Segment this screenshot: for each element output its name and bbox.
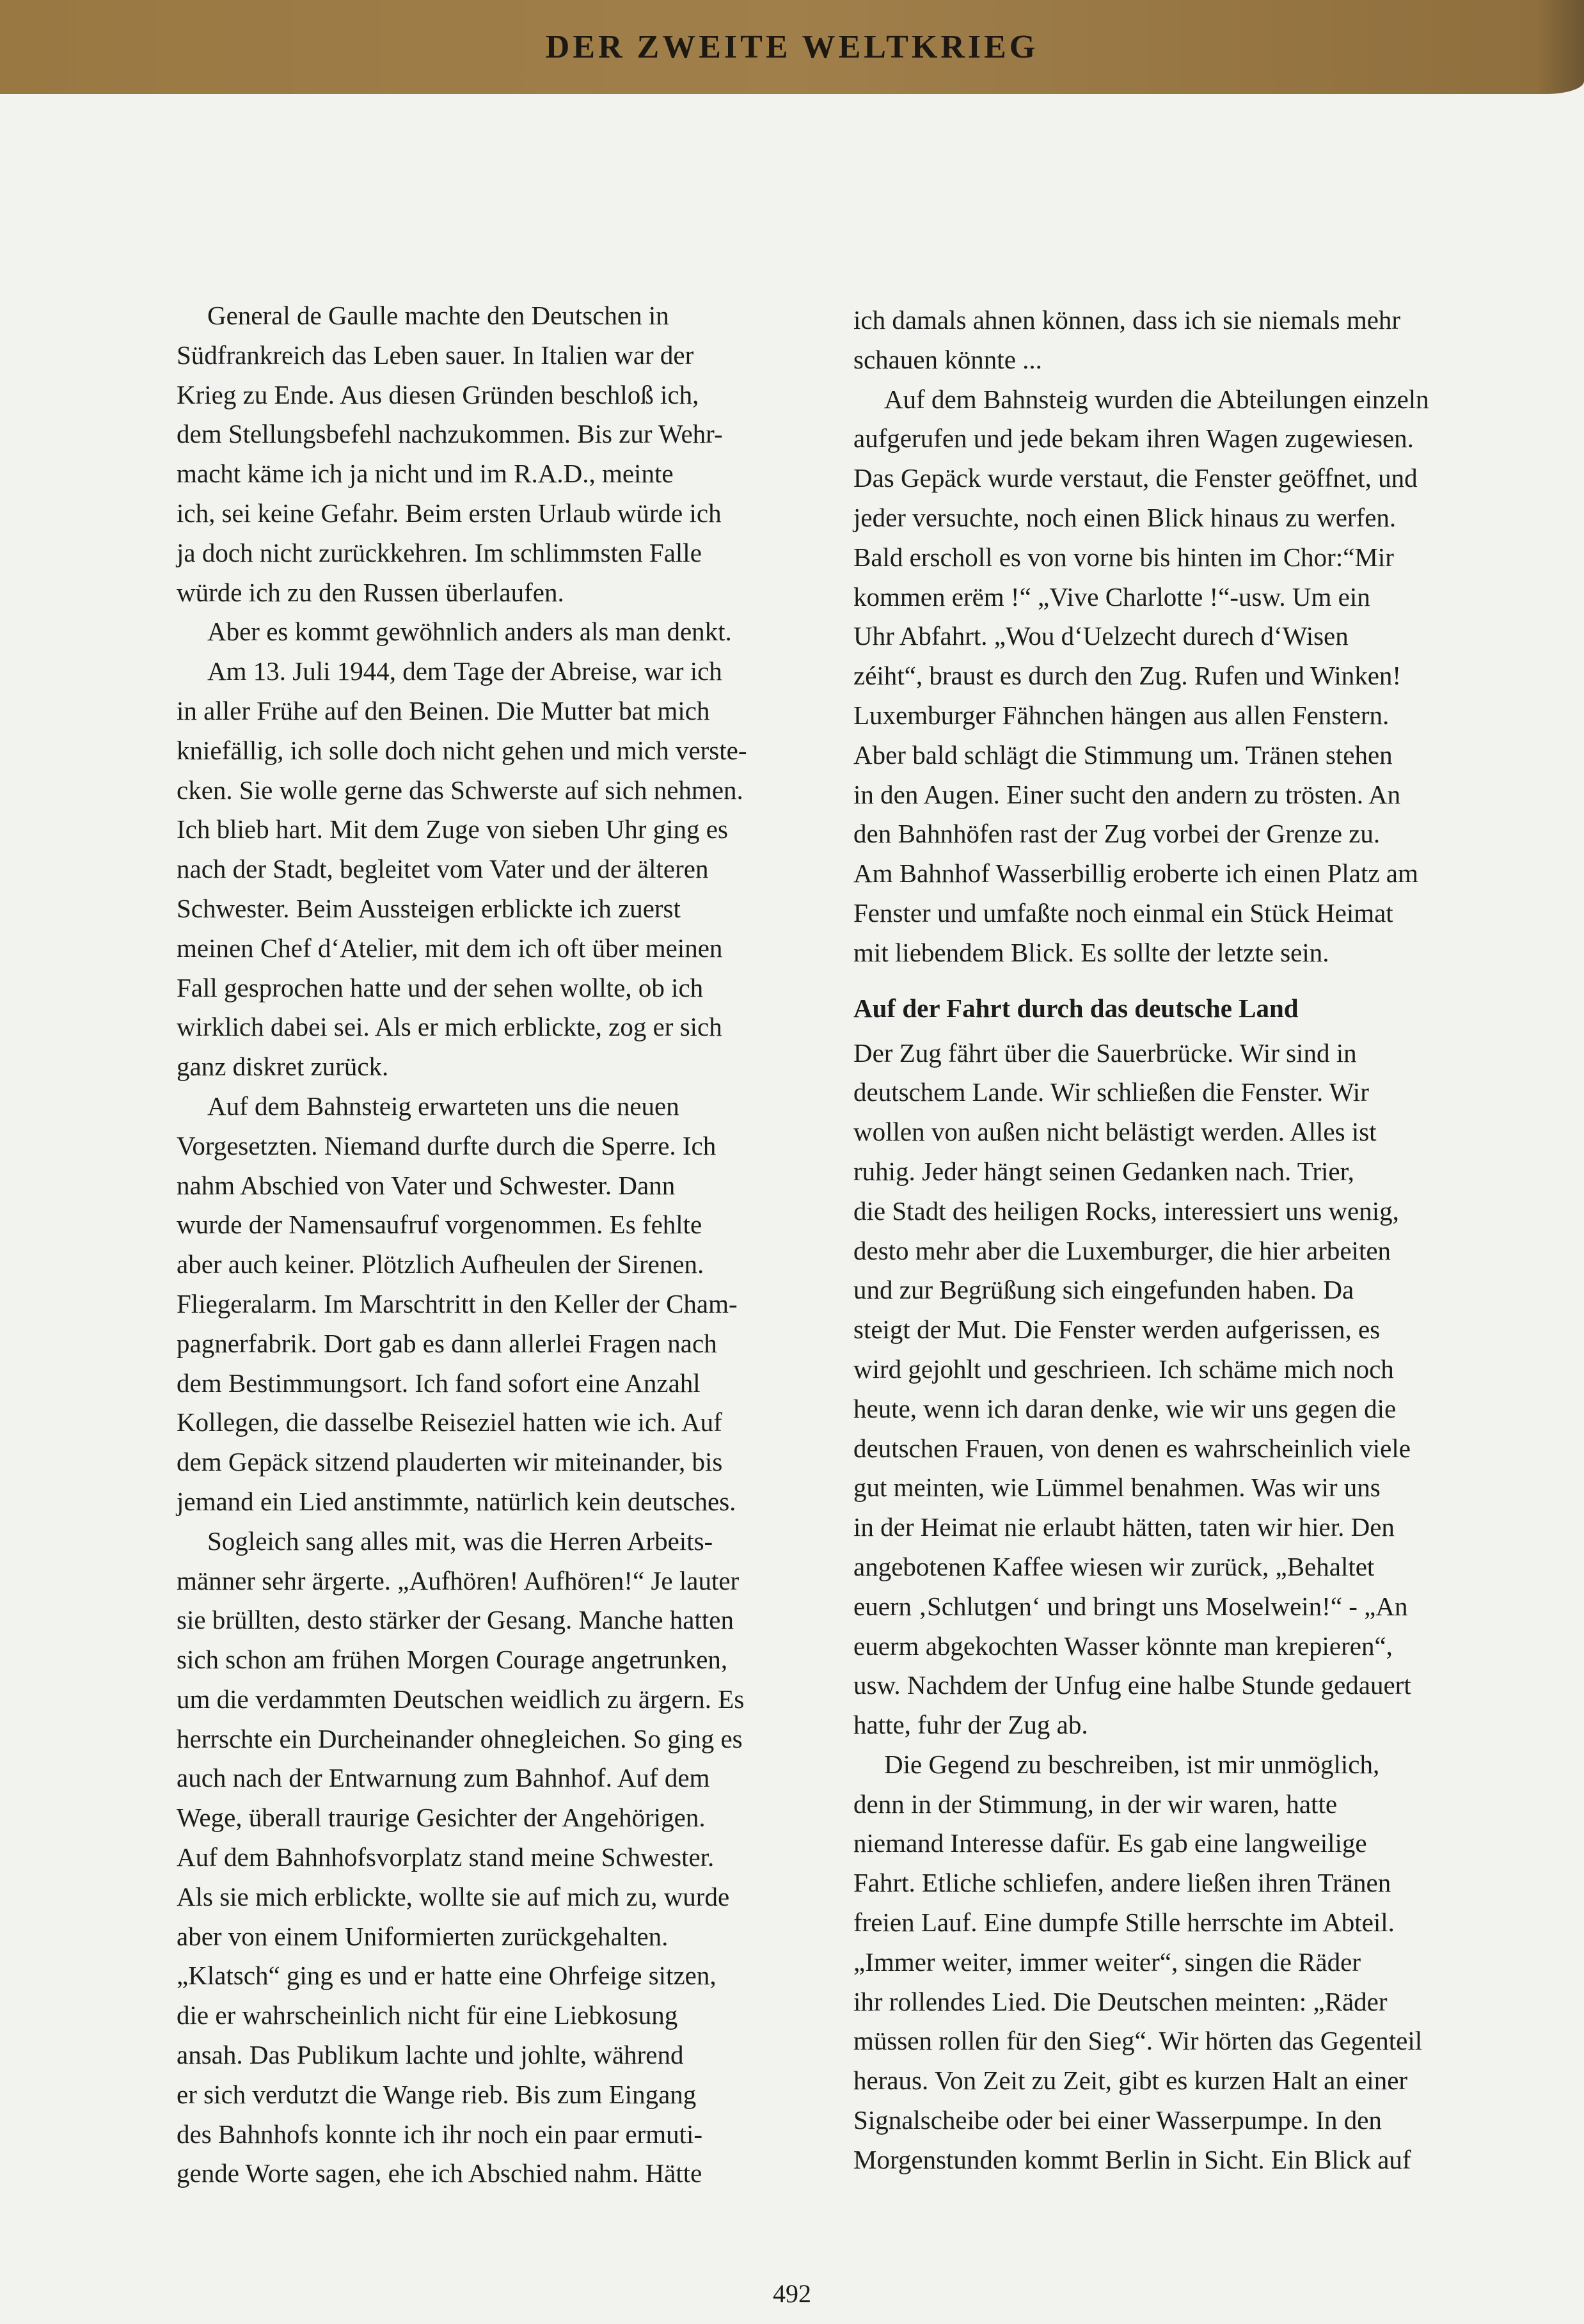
text-line: gende Worte sagen, ehe ich Abschied nahm. Hätte: [177, 2158, 702, 2188]
text-line: dem Gepäck sitzend plauderten wir miteinander, bis: [177, 1447, 723, 1477]
text-line: hatte, fuhr der Zug ab.: [853, 1710, 1088, 1740]
text-line: steigt der Mut. Die Fenster werden aufgerissen, es: [853, 1315, 1381, 1345]
text-line: Signalscheibe oder bei einer Wasserpumpe. In den: [853, 2105, 1382, 2135]
text-line: heute, wenn ich daran denke, wie wir uns gegen die: [853, 1393, 1397, 1423]
text-line: deutschen Frauen, von denen es wahrscheinlich viele: [853, 1433, 1411, 1463]
text-line: ruhig. Jeder hängt seinen Gedanken nach. Trier,: [853, 1156, 1354, 1186]
text-line: wird gejohlt und geschrieen. Ich schäme mich noch: [853, 1354, 1394, 1384]
text-line: Krieg zu Ende. Aus diesen Gründen beschloß ich,: [177, 379, 699, 409]
text-line: herrschte ein Durcheinander ohnegleichen. So ging es: [177, 1723, 743, 1753]
text-line: zéiht“, braust es durch den Zug. Rufen und Winken!: [853, 661, 1402, 691]
right-text-column: [853, 301, 1480, 2180]
text-line: ja doch nicht zurückkehren. Im schlimmsten Falle: [177, 537, 702, 567]
text-line: wurde der Namensaufruf vorgenommen. Es fehlte: [177, 1210, 702, 1240]
text-line: gut meinten, wie Lümmel benahmen. Was wir uns: [853, 1473, 1381, 1503]
text-line: Schwester. Beim Aussteigen erblickte ich zuerst: [177, 893, 681, 923]
text-line: in der Heimat nie erlaubt hätten, taten wir hier. Den: [853, 1512, 1395, 1542]
text-line: auch nach der Entwarnung zum Bahnhof. Auf dem: [177, 1763, 710, 1793]
chapter-title: DER ZWEITE WELTKRIEG: [545, 29, 1039, 65]
text-line: Ich blieb hart. Mit dem Zuge von sieben Uhr ging es: [177, 814, 728, 844]
text-line: „Immer weiter, immer weiter“, singen die Räder: [853, 1947, 1361, 1977]
text-line: angebotenen Kaffee wiesen wir zurück, „Behaltet: [853, 1551, 1375, 1581]
text-line: aber von einem Uniformierten zurückgehalten.: [177, 1921, 669, 1951]
text-line: in den Augen. Einer sucht den andern zu trösten. An: [853, 779, 1401, 809]
text-line: nahm Abschied von Vater und Schwester. Dann: [177, 1170, 676, 1200]
text-line: Auf dem Bahnsteig wurden die Abteilungen einzeln: [884, 384, 1429, 414]
text-line: ganz diskret zurück.: [177, 1052, 389, 1082]
text-line: Sogleich sang alles mit, was die Herren Arbeits-: [207, 1526, 713, 1556]
text-line: Als sie mich erblickte, wollte sie auf mich zu, wurde: [177, 1881, 730, 1911]
text-line: cken. Sie wolle gerne das Schwerste auf sich nehmen.: [177, 775, 743, 805]
text-line: Am 13. Juli 1944, dem Tage der Abreise, war ich: [207, 656, 722, 686]
text-line: mit liebendem Blick. Es sollte der letzte sein.: [853, 937, 1329, 967]
text-line: ansah. Das Publikum lachte und johlte, während: [177, 2040, 684, 2070]
text-line: Kollegen, die dasselbe Reiseziel hatten wie ich. Auf: [177, 1407, 722, 1437]
text-line: den Bahnhöfen rast der Zug vorbei der Grenze zu.: [853, 819, 1381, 849]
text-line: euern ‚Schlutgen‘ und bringt uns Moselwein!“ - „An: [853, 1591, 1408, 1621]
text-line: Bald erscholl es von vorne bis hinten im Chor:“Mir: [853, 542, 1394, 572]
text-line: und zur Begrüßung sich eingefunden haben. Da: [853, 1275, 1354, 1305]
text-line: dem Stellungsbefehl nachzukommen. Bis zur Wehr-: [177, 419, 723, 449]
text-line: freien Lauf. Eine dumpfe Stille herrschte im Abteil.: [853, 1908, 1395, 1938]
text-line: denn in der Stimmung, in der wir waren, hatte: [853, 1789, 1338, 1819]
text-line: sich schon am frühen Morgen Courage angetrunken,: [177, 1645, 728, 1675]
text-line: jeder versuchte, noch einen Blick hinaus zu werfen.: [853, 502, 1397, 532]
text-line: sie brüllten, desto stärker der Gesang. Manche hatten: [177, 1605, 734, 1635]
text-line: um die verdammten Deutschen weidlich zu ärgern. Es: [177, 1684, 745, 1714]
text-line: Fenster und umfaßte noch einmal ein Stück Heimat: [853, 897, 1393, 928]
text-line: müssen rollen für den Sieg“. Wir hörten das Gegenteil: [853, 2026, 1423, 2056]
text-line: Aber bald schlägt die Stimmung um. Tränen stehen: [853, 739, 1393, 770]
text-line: er sich verdutzt die Wange rieb. Bis zum Eingang: [177, 2079, 697, 2109]
chapter-header-band: [0, 0, 1584, 94]
text-line: Fahrt. Etliche schliefen, andere ließen ihren Tränen: [853, 1868, 1391, 1898]
text-line: nach der Stadt, begleitet vom Vater und der älteren: [177, 854, 709, 884]
section-heading: Auf der Fahrt durch das deutsche Land: [853, 993, 1299, 1023]
text-line: euerm abgekochten Wasser könnte man krepieren“,: [853, 1631, 1393, 1661]
text-line: Auf dem Bahnhofsvorplatz stand meine Schwester.: [177, 1842, 715, 1872]
text-line: aufgerufen und jede bekam ihren Wagen zugewiesen.: [853, 423, 1414, 454]
text-line: Fall gesprochen hatte und der sehen wollte, ob ich: [177, 972, 704, 1002]
text-line: Aber es kommt gewöhnlich anders als man denkt.: [207, 617, 732, 647]
text-line: Morgenstunden kommt Berlin in Sicht. Ein Blick auf: [853, 2144, 1411, 2174]
text-line: die Stadt des heiligen Rocks, interessiert uns wenig,: [853, 1196, 1399, 1226]
text-line: wollen von außen nicht belästigt werden. Alles ist: [853, 1117, 1377, 1147]
text-line: jemand ein Lied anstimmte, natürlich kein deutsches.: [177, 1486, 736, 1516]
text-line: ich damals ahnen können, dass ich sie niemals mehr: [853, 305, 1401, 335]
text-line: aber auch keiner. Plötzlich Aufheulen der Sirenen.: [177, 1249, 704, 1279]
text-line: „Klatsch“ ging es und er hatte eine Ohrfeige sitzen,: [177, 1961, 717, 1991]
text-line: kommen erëm !“ „Vive Charlotte !“-usw. Um ein: [853, 581, 1370, 612]
text-line: Am Bahnhof Wasserbillig eroberte ich einen Platz am: [853, 858, 1418, 889]
text-line: deutschem Lande. Wir schließen die Fenster. Wir: [853, 1077, 1369, 1107]
text-line: Südfrankreich das Leben sauer. In Italien war der: [177, 340, 694, 370]
text-line: Der Zug fährt über die Sauerbrücke. Wir sind in: [853, 1038, 1357, 1068]
text-line: des Bahnhofs konnte ich ihr noch ein paar ermuti-: [177, 2119, 703, 2149]
text-line: Das Gepäck wurde verstaut, die Fenster geöffnet, und: [853, 463, 1418, 493]
text-line: Vorgesetzten. Niemand durfte durch die Sperre. Ich: [177, 1130, 717, 1160]
text-line: wirklich dabei sei. Als er mich erblickte, zog er sich: [177, 1012, 722, 1042]
text-line: Wege, überall traurige Gesichter der Angehörigen.: [177, 1803, 706, 1833]
text-line: Uhr Abfahrt. „Wou d‘Uelzecht durech d‘Wisen: [853, 621, 1349, 651]
text-line: usw. Nachdem der Unfug eine halbe Stunde gedauert: [853, 1670, 1411, 1700]
text-line: in aller Frühe auf den Beinen. Die Mutter bat mich: [177, 695, 710, 725]
text-line: würde ich zu den Russen überlaufen.: [177, 577, 564, 607]
text-line: dem Bestimmungsort. Ich fand sofort eine Anzahl: [177, 1368, 701, 1398]
text-line: ihr rollendes Lied. Die Deutschen meinten: „Räder: [853, 1986, 1388, 2016]
text-line: die er wahrscheinlich nicht für eine Liebkosung: [177, 2000, 678, 2030]
text-line: macht käme ich ja nicht und im R.A.D., meinte: [177, 459, 674, 489]
text-line: männer sehr ärgerte. „Aufhören! Aufhören!“ Je lauter: [177, 1565, 740, 1595]
text-line: Luxemburger Fähnchen hängen aus allen Fenstern.: [853, 700, 1390, 730]
text-line: heraus. Von Zeit zu Zeit, gibt es kurzen Halt an einer: [853, 2066, 1408, 2096]
text-line: niemand Interesse dafür. Es gab eine langweilige: [853, 1828, 1367, 1858]
text-line: meinen Chef d‘Atelier, mit dem ich oft über meinen: [177, 933, 723, 963]
text-line: General de Gaulle machte den Deutschen in: [207, 301, 669, 330]
text-line: kniefällig, ich solle doch nicht gehen und mich verste-: [177, 735, 747, 765]
left-text-column: [177, 296, 804, 2194]
text-line: ich, sei keine Gefahr. Beim ersten Urlaub würde ich: [177, 498, 722, 528]
text-line: Fliegeralarm. Im Marschtritt in den Keller der Cham-: [177, 1288, 738, 1318]
text-line: desto mehr aber die Luxemburger, die hier arbeiten: [853, 1235, 1391, 1265]
text-line: Die Gegend zu beschreiben, ist mir unmöglich,: [884, 1749, 1380, 1779]
page-number: 492: [773, 2279, 811, 2308]
text-line: Auf dem Bahnsteig erwarteten uns die neuen: [207, 1091, 679, 1121]
text-line: schauen könnte ...: [853, 344, 1042, 374]
text-line: pagnerfabrik. Dort gab es dann allerlei Fragen nach: [177, 1328, 717, 1358]
